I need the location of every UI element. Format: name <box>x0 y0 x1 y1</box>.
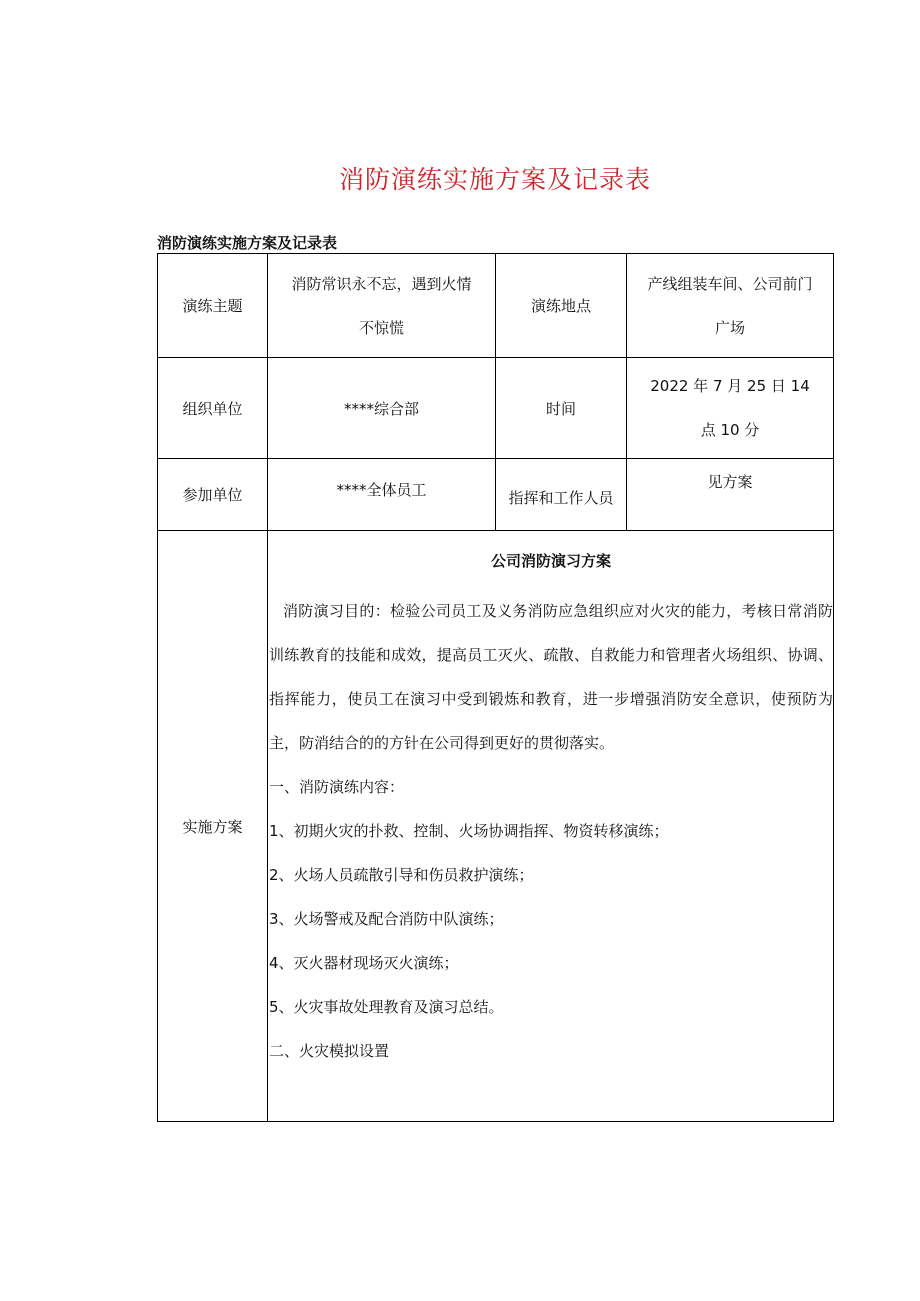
theme-value-cell <box>268 254 496 358</box>
plan-content-cell <box>268 531 834 1122</box>
plan-label: 实施方案 <box>158 531 268 1122</box>
table-caption: 消防演练实施方案及记录表 <box>157 234 338 252</box>
table-row <box>158 459 834 531</box>
organizer-value: ****综合部 <box>268 358 496 459</box>
time-label: 时间 <box>496 358 627 459</box>
table-row <box>158 531 834 1122</box>
plan-purpose: 消防演习目的：检验公司员工及义务消防应急组织应对火灾的能力，考核日常消防训练教育的技能和成效，提高员工灭火、疏散、自救能力和管理者火场组织、协调、指挥能力，使员工在演习中受到锻炼和教育，进一步增强消防安全意识，使预防为主，防消结合的的方针在公司得到更好的贯彻落实。 <box>269 602 833 752</box>
plan-heading: 公司消防演习方案 <box>490 552 611 570</box>
theme-label: 演练主题 <box>158 254 268 358</box>
list-item: 1、初期火灾的扑救、控制、火场协调指挥、物资转移演练； <box>269 822 669 840</box>
list-item: 3、火场警戒及配合消防中队演练； <box>269 910 504 928</box>
list-item: 2、火场人员疏散引导和伤员救护演练； <box>269 866 534 884</box>
plan-body <box>269 589 833 1073</box>
section-heading: 一、消防演练内容： <box>269 778 405 796</box>
location-value-cell <box>627 254 834 358</box>
participants-value: ****全体员工 <box>268 459 496 531</box>
organizer-label: 组织单位 <box>158 358 268 459</box>
time-value-cell <box>627 358 834 459</box>
document-title: 消防演练实施方案及记录表 <box>338 165 651 194</box>
table-row <box>158 254 834 358</box>
staff-label: 指挥和工作人员 <box>496 459 627 531</box>
participants-label: 参加单位 <box>158 459 268 531</box>
staff-value: 见方案 <box>627 459 834 531</box>
section-heading: 二、火灾模拟设置 <box>269 1042 390 1060</box>
location-value: 产线组装车间、公司前门广场 <box>647 274 813 337</box>
list-item: 5、火灾事故处理教育及演习总结。 <box>269 998 504 1016</box>
list-item: 4、灭火器材现场灭火演练； <box>269 954 459 972</box>
location-label: 演练地点 <box>496 254 627 358</box>
table-row <box>158 358 834 459</box>
drill-record-table <box>157 253 834 1122</box>
theme-value: 消防常识永不忘，遇到火情不惊慌 <box>291 274 472 337</box>
time-value: 2022 年 7 月 25 日 14 点 10 分 <box>650 377 810 439</box>
